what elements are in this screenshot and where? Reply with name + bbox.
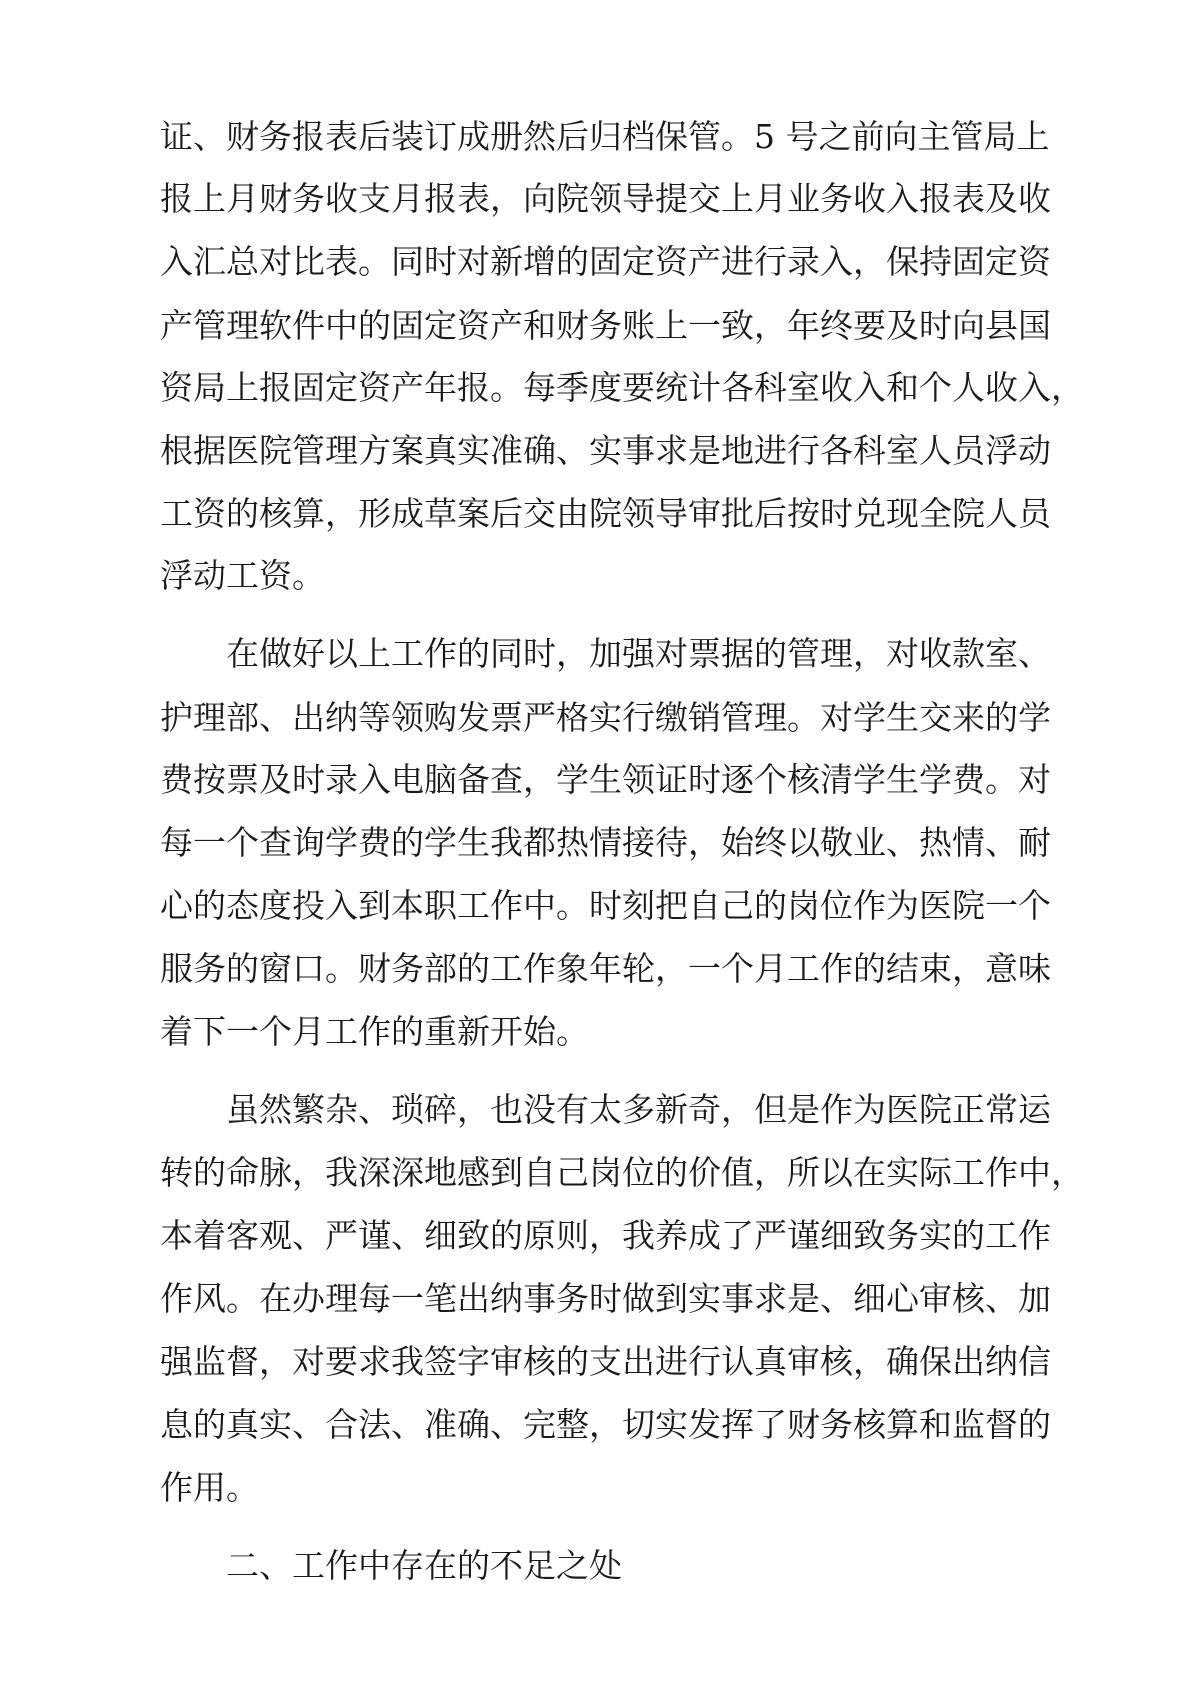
text-line bbox=[0, 873, 1200, 939]
line-text: 费按票及时录入电脑备查，学生领证时逐个核清学生学费。对 bbox=[160, 760, 1051, 799]
section-heading bbox=[0, 1533, 1200, 1599]
line-text: 入汇总对比表。同时对新增的固定资产进行录入，保持固定资 bbox=[160, 242, 1051, 281]
line-text: 强监督，对要求我签字审核的支出进行认真审核，确保出纳信 bbox=[160, 1342, 1051, 1381]
line-text: 每一个查询学费的学生我都热情接待，始终以敬业、热情、耐 bbox=[160, 823, 1051, 862]
text-line bbox=[0, 810, 1200, 876]
line-text: 根据医院管理方案真实准确、实事求是地进行各科室人员浮动 bbox=[160, 431, 1051, 470]
line-text: 护理部、出纳等领购发票严格实行缴销管理。对学生交来的学 bbox=[160, 698, 1051, 737]
text-line bbox=[0, 355, 1200, 421]
text-line bbox=[0, 1329, 1200, 1395]
text-line bbox=[0, 104, 1200, 170]
text-line bbox=[0, 936, 1200, 1002]
line-text: 作风。在办理每一笔出纳事务时做到实事求是、细心审核、加 bbox=[160, 1279, 1051, 1318]
line-text: 工资的核算，形成草案后交由院领导审批后按时兑现全院人员 bbox=[160, 494, 1051, 533]
line-text: 息的真实、合法、准确、完整，切实发挥了财务核算和监督的 bbox=[160, 1405, 1051, 1444]
line-text: 着下一个月工作的重新开始。 bbox=[160, 1012, 589, 1051]
text-line bbox=[0, 166, 1200, 232]
text-line bbox=[0, 1455, 1200, 1521]
text-line bbox=[0, 1392, 1200, 1458]
text-line bbox=[0, 999, 1200, 1065]
line-text: 产管理软件中的固定资产和财务账上一致，年终要及时向县国 bbox=[160, 306, 1051, 345]
text-line bbox=[0, 621, 1200, 687]
line-text: 作用。 bbox=[160, 1468, 259, 1507]
text-line bbox=[0, 293, 1200, 359]
line-text: 虽然繁杂、琐碎，也没有太多新奇，但是作为医院正常运 bbox=[226, 1090, 1051, 1129]
text-line bbox=[0, 418, 1200, 484]
text-line bbox=[0, 1077, 1200, 1143]
text-line bbox=[0, 229, 1200, 295]
section-heading-text: 二、工作中存在的不足之处 bbox=[226, 1546, 622, 1585]
text-line bbox=[0, 1203, 1200, 1269]
line-text: 本着客观、严谨、细致的原则，我养成了严谨细致务实的工作 bbox=[160, 1216, 1051, 1255]
line-text: 报上月财务收支月报表，向院领导提交上月业务收入报表及收 bbox=[160, 179, 1051, 218]
text-line bbox=[0, 481, 1200, 547]
line-text: 在做好以上工作的同时，加强对票据的管理，对收款室、 bbox=[226, 634, 1051, 673]
line-text: 浮动工资。 bbox=[160, 556, 325, 595]
line-text: 服务的窗口。财务部的工作象年轮，一个月工作的结束，意味 bbox=[160, 949, 1051, 988]
line-text: 资局上报固定资产年报。每季度要统计各科室收入和个人收入， bbox=[160, 368, 1084, 407]
text-line bbox=[0, 543, 1200, 609]
text-line bbox=[0, 1266, 1200, 1332]
line-text: 心的态度投入到本职工作中。时刻把自己的岗位作为医院一个 bbox=[160, 886, 1051, 925]
text-line bbox=[0, 1140, 1200, 1206]
text-line bbox=[0, 747, 1200, 813]
line-text: 转的命脉，我深深地感到自己岗位的价值，所以在实际工作中， bbox=[160, 1153, 1084, 1192]
line-text: 证、财务报表后装订成册然后归档保管。5 号之前向主管局上 bbox=[160, 117, 1050, 156]
text-line bbox=[0, 685, 1200, 751]
